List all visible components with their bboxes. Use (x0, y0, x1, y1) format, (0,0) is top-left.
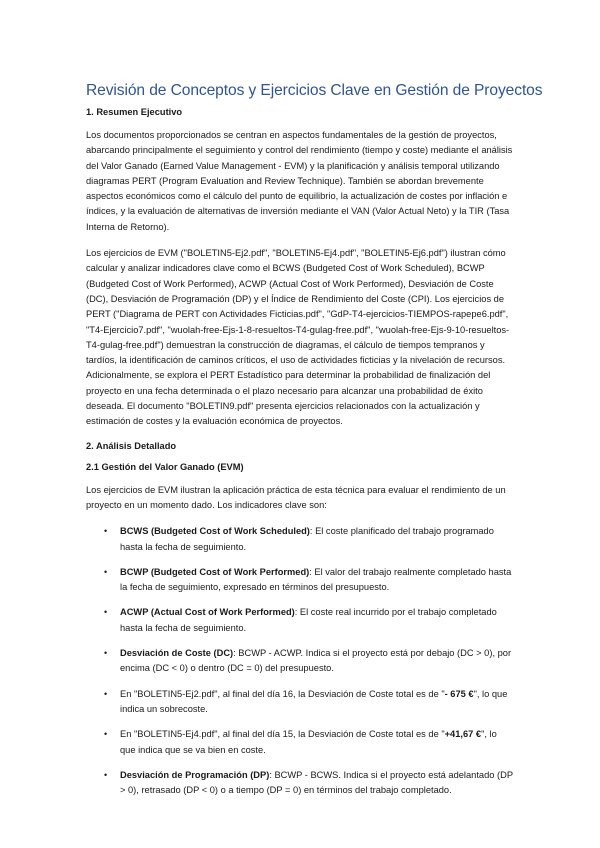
list-item: • BCWP (Budgeted Cost of Work Performed): El valor del trabajo realmente completado hasta la fecha de seguimiento, expresado en términos del presupuesto. (104, 566, 512, 593)
list-item: • ACWP (Actual Cost of Work Performed): El coste real incurrido por el trabajo completado hasta la fecha de seguimiento. (104, 607, 497, 633)
bullet-icon: • (104, 648, 108, 659)
document-title: Revisión de Conceptos y Ejercicios Clave en Gestión de Proyectos (86, 82, 543, 99)
section-heading-analisis: 2. Análisis Detallado (86, 440, 177, 451)
evm-indicator-list (86, 524, 514, 798)
bullet-icon: • (104, 607, 108, 618)
paragraph-resumen-1: Los documentos proporcionados se centran en aspectos fundamentales de la gestión de proyectos, abarcando principalmente el seguimiento y control del rendimiento (tiempo y coste) mediante el análisis del Valor Ganado (Earned Value Management - EVM) y la planificación y análisis temporal utilizando diagramas PERT (Program Evaluation and Review Technique). También se abordan brevemente aspectos económicos como el cálculo del punto de equilibrio, la actualización de costes por inflación e índices, y la evaluación de alternativas de inversión mediante el VAN (Valor Actual Neto) y la TIR (Tasa Interna de Retorno). (86, 130, 513, 232)
list-item: • En "BOLETIN5-Ej2.pdf", al final del día 16, la Desviación de Coste total es de "- 675 €", lo que indica un sobrecoste. (104, 688, 508, 714)
subsection-heading-evm: 2.1 Gestión del Valor Ganado (EVM) (86, 461, 244, 472)
bullet-icon: • (104, 769, 108, 780)
list-item: • En "BOLETIN5-Ej4.pdf", al final del día 15, la Desviación de Coste total es de "+41,67 €", lo que indica que se va bien en coste. (104, 729, 497, 755)
paragraph-resumen-2: Los ejercicios de EVM ("BOLETIN5-Ej2.pdf", "BOLETIN5-Ej4.pdf", "BOLETIN5-Ej6.pdf") ilustran cómo calcular y analizar indicadores clave como el BCWS (Budgeted Cost of Work Scheduled), BCWP (Budgeted Cost of Work Performed), ACWP (Actual Cost of Work Performed), Desviación de Coste (DC), Desviación de Programación (DP) y el Índice de Rendimiento del Coste (CPI). Los ejercicios de PERT ("Diagrama de PERT con Actividades Ficticias.pdf", "GdP-T4-ejercicios-TIEMPOS-rapepe6.pdf", "T4-Ejercicio7.pdf", "wuolah-free-Ejs-1-8-resueltos-T4-gulag-free.pdf", "wuolah-free-Ejs-9-10-resueltos-T4-gulag-free.pdf") demuestran la construcción de diagramas, el cálculo de tiempos tempranos y tardíos, la identificación de caminos críticos, el uso de actividades ficticias y la nivelación de recursos. Adicionalmente, se explora el PERT Estadístico para determinar la probabilidad de finalización del proyecto en una fecha determinada o el plazo necesario para alcanzar una probabilidad de éxito deseada. El documento "BOLETIN9.pdf" presenta ejercicios relacionados con la actualización y estimación de costes y la evaluación económica de proyectos. (86, 248, 510, 427)
list-item: • BCWS (Budgeted Cost of Work Scheduled): El coste planificado del trabajo programado hasta la fecha de seguimiento. (104, 526, 494, 552)
section-heading-resumen: 1. Resumen Ejecutivo (86, 107, 183, 117)
bullet-icon: • (104, 526, 108, 537)
bullet-icon: • (104, 688, 108, 699)
list-item: • Desviación de Programación (DP): BCWP - BCWS. Indica si el proyecto está adelantado (DP > 0), retrasado (DP < 0) o a tiempo (DP = 0) en términos del trabajo completado. (104, 769, 513, 796)
bullet-icon: • (104, 566, 108, 577)
paragraph-evm-intro: Los ejercicios de EVM ilustran la aplicación práctica de esta técnica para evaluar el rendimiento de un proyecto en un momento dado. Los indicadores clave son: (86, 484, 506, 510)
list-item: • Desviación de Coste (DC): BCWP - ACWP. Indica si el proyecto está por debajo (DC > 0), por encima (DC < 0) o dentro (DC = 0) del presupuesto. (104, 648, 512, 674)
bullet-icon: • (104, 729, 108, 740)
